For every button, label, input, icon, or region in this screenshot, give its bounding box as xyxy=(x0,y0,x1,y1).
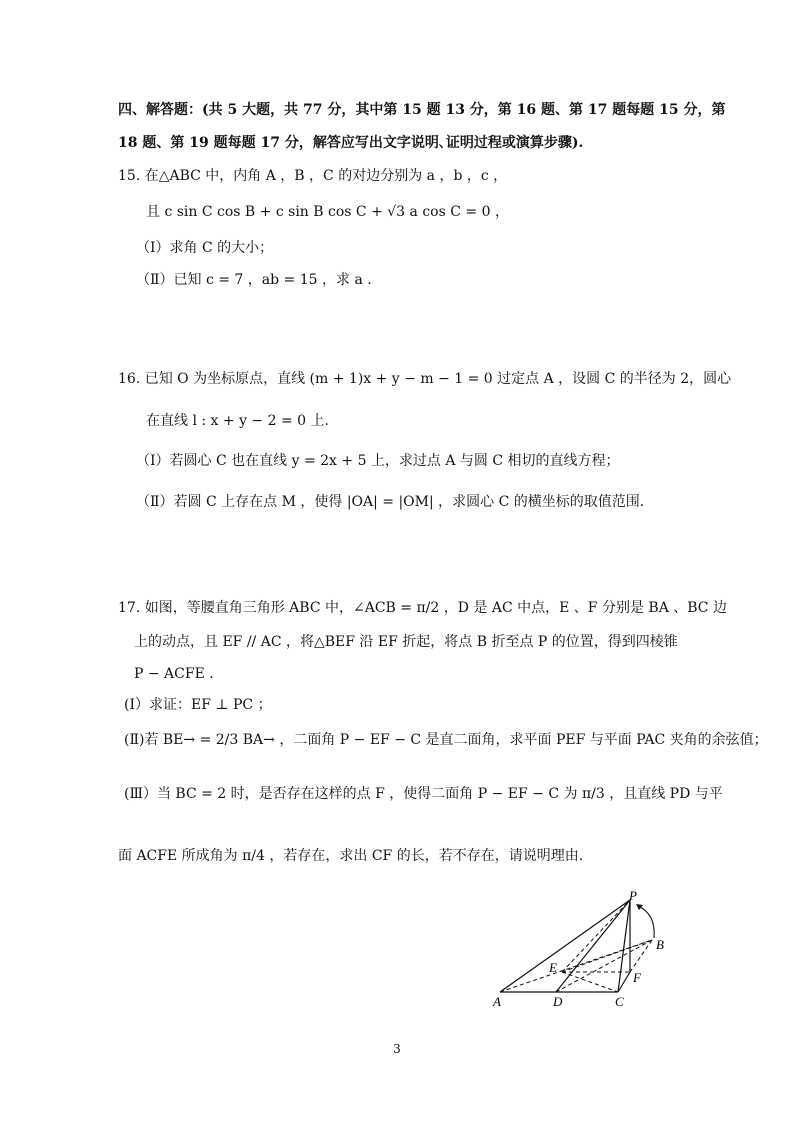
q15-part2: （Ⅱ）已知 c = 7 ，ab = 15 ，求 a . xyxy=(136,272,372,288)
label-p: P xyxy=(629,888,637,903)
q16-part1: （Ⅰ）若圆心 C 也在直线 y = 2x + 5 上，求过点 A 与圆 C 相切的直线方程； xyxy=(136,453,620,469)
label-b: B xyxy=(656,937,664,952)
label-c: C xyxy=(615,994,624,1009)
q17-part1: (Ⅰ）求证：EF ⊥ PC ； xyxy=(124,697,272,713)
section-heading-line2: 18 题、第 19 题每题 17 分，解答应写出文字说明､证明过程或演算步骤). xyxy=(118,135,584,151)
q17-part4: 面 ACFE 所成角为 π/4 ，若存在，求出 CF 的长，若不存在，请说明理由. xyxy=(118,848,584,864)
pyramid-figure xyxy=(490,888,680,1013)
q15-stem: 15. 在△ABC 中，内角 A ，B ，C 的对边分别为 a ，b ，c ， xyxy=(118,168,508,184)
q16-part2: （Ⅱ）若圆 C 上存在点 M ，使得 |OA| = |OM| ，求圆心 C 的横坐标的取值范围. xyxy=(136,494,645,510)
label-e: E xyxy=(549,960,557,975)
section-heading-line1: 四、解答题：(共 5 大题，共 77 分，其中第 15 题 13 分，第 16 题、第 17 题每题 15 分，第 xyxy=(118,102,726,118)
fold-arrow-head xyxy=(636,904,643,910)
q15-equation: 且 c sin C cos B + c sin B cos C + √3 a cos C = 0 ， xyxy=(146,204,509,220)
label-a: A xyxy=(493,994,501,1009)
edge-bf-dashed xyxy=(630,940,652,972)
edge-pd xyxy=(556,900,630,992)
label-f: F xyxy=(633,970,641,985)
q16-line-l: 在直线 l : x + y − 2 = 0 上. xyxy=(146,413,329,429)
page-number: 3 xyxy=(393,1042,401,1056)
q15-part1: （Ⅰ）求角 C 的大小； xyxy=(136,240,274,256)
q17-stem: 17. 如图，等腰直角三角形 ABC 中，∠ACB = π/2 ，D 是 AC 中点，E 、F 分别是 BA 、BC 边 xyxy=(118,600,727,616)
q17-part3: (Ⅲ）当 BC = 2 时，是否存在这样的点 F ，使得二面角 P − EF − C 为 π/3 ，且直线 PD 与平 xyxy=(124,786,723,802)
edge-eb-dashed xyxy=(562,940,652,972)
edge-pc xyxy=(618,900,630,992)
fold-arrow xyxy=(638,906,654,938)
edge-pa xyxy=(500,900,630,992)
q17-stem-line2: 上的动点，且 EF // AC ，将△BEF 沿 EF 折起，将点 B 折至点 P 的位置，得到四棱锥 xyxy=(134,634,678,650)
edge-ec-dashed xyxy=(562,972,618,992)
edge-pe-dashed xyxy=(562,900,630,972)
label-d: D xyxy=(553,994,563,1009)
q16-stem: 16. 已知 O 为坐标原点，直线 (m + 1)x + y − m − 1 = 0 过定点 A ，设圆 C 的半径为 2，圆心 xyxy=(118,371,732,387)
q17-stem-line3: P − ACFE . xyxy=(134,666,214,682)
q17-part2: (Ⅱ)若 BE→ = 2/3 BA→ ，二面角 P − EF − C 是直二面角，求平面 PEF 与平面 PAC 夹角的余弦值； xyxy=(124,732,768,748)
